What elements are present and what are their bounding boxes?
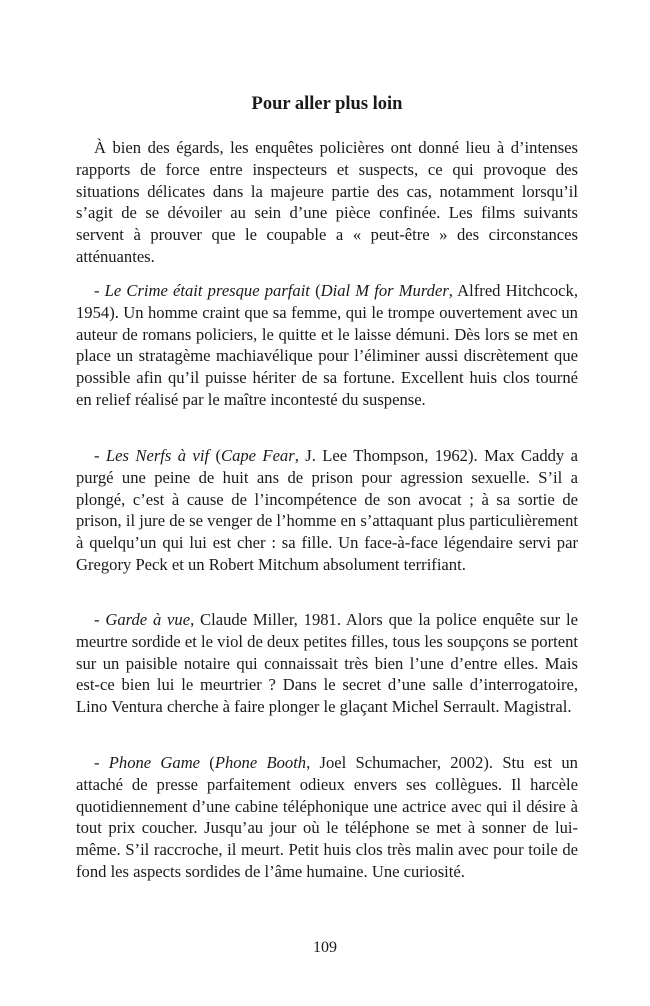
film-description: Alors que la police enquête sur le meurtre sordide et le viol de deux petites filles, tous les soupçons se portent sur un paisible notaire qui connaissait très bien l’une d’entre elles. Mais est-ce bien lui le meurtrier ? Dans le secret d’une salle d’interrogatoire, Lino Ventura cherche à faire plonger le glaçant Michel Serrault. Magistral. xyxy=(76,610,578,717)
entry-dash: - xyxy=(94,446,106,465)
intro-paragraph: À bien des égards, les enquêtes policières ont donné lieu à d’intenses rapports de force entre inspecteurs et suspects, ce qui provoque des situations délicates dans la majeure partie des cas, notamment lorsqu’il s’agit de se dévoiler au sein d’une pièce confinée. Les films suivants servent à prouver que le coupable a « peut-être » des circonstances atténuantes. xyxy=(76,138,578,266)
paren-open: ( xyxy=(209,446,221,465)
page-number: 109 xyxy=(313,939,337,956)
entry-dash: - xyxy=(94,610,106,629)
original-title: Phone Booth xyxy=(214,753,307,772)
entry-dash: - xyxy=(94,753,109,772)
original-title: Cape Fear xyxy=(221,446,295,465)
film-entry-cape-fear xyxy=(76,445,578,576)
film-description: Un homme craint que sa femme, qui le trompe ouvertement avec un auteur de romans policiers, le quitte et le laisse démuni. Dès lors se met en place un stratagème machiavélique pour l’éliminer aussi discrètement que possible afin qu’il puisse hériter de sa fortune. Excellent huis clos tourné en relief réalisé par le maître incontesté du suspense. xyxy=(76,302,578,409)
film-title: Le Crime était presque parfait xyxy=(104,281,310,300)
film-title: Garde à vue xyxy=(105,610,191,629)
film-credits: , Alfred Hitchcock, 1954). xyxy=(76,281,578,322)
film-entry-garde-a-vue xyxy=(76,609,578,718)
film-credits: , Joel Schumacher, 2002). xyxy=(306,753,503,772)
film-description: Max Caddy a purgé une peine de huit ans de prison pour agression sexuelle. S’il a plongé, c’est à cause de l’incompétence de son avocat ; à sa sortie de prison, il jure de se venger de l’homme en s’attaquant plus particulièrement à quelqu’un qui lui est cher : sa fille. Un face-à-face légendaire servi par Gregory Peck et un Robert Mitchum absolument terrifiant. xyxy=(76,446,578,574)
film-credits: , J. Lee Thompson, 1962). xyxy=(294,446,485,465)
paren-open: ( xyxy=(200,753,215,772)
section-heading: Pour aller plus loin xyxy=(251,94,403,114)
film-entry-dial-m xyxy=(76,280,578,411)
paren-open: ( xyxy=(309,281,321,300)
film-title: Phone Game xyxy=(108,753,201,772)
film-entry-phone-game xyxy=(76,752,578,883)
film-credits: , Claude Miller, 1981. xyxy=(190,610,346,629)
film-description: Stu est un attaché de presse parfaitement odieux envers ses collègues. Il harcèle quotidiennement d’une cabine téléphonique une actrice avec qui il désire à tout prix coucher. Jusqu’au jour où le téléphone se met à sonner de lui-même. S’il raccroche, il meurt. Petit huis clos très malin avec pour toile de fond les aspects sordides de l’âme humaine. Une curiosité. xyxy=(76,753,578,881)
entry-dash: - xyxy=(94,281,105,300)
film-title: Les Nerfs à vif xyxy=(105,446,210,465)
original-title: Dial M for Murder xyxy=(320,281,449,300)
